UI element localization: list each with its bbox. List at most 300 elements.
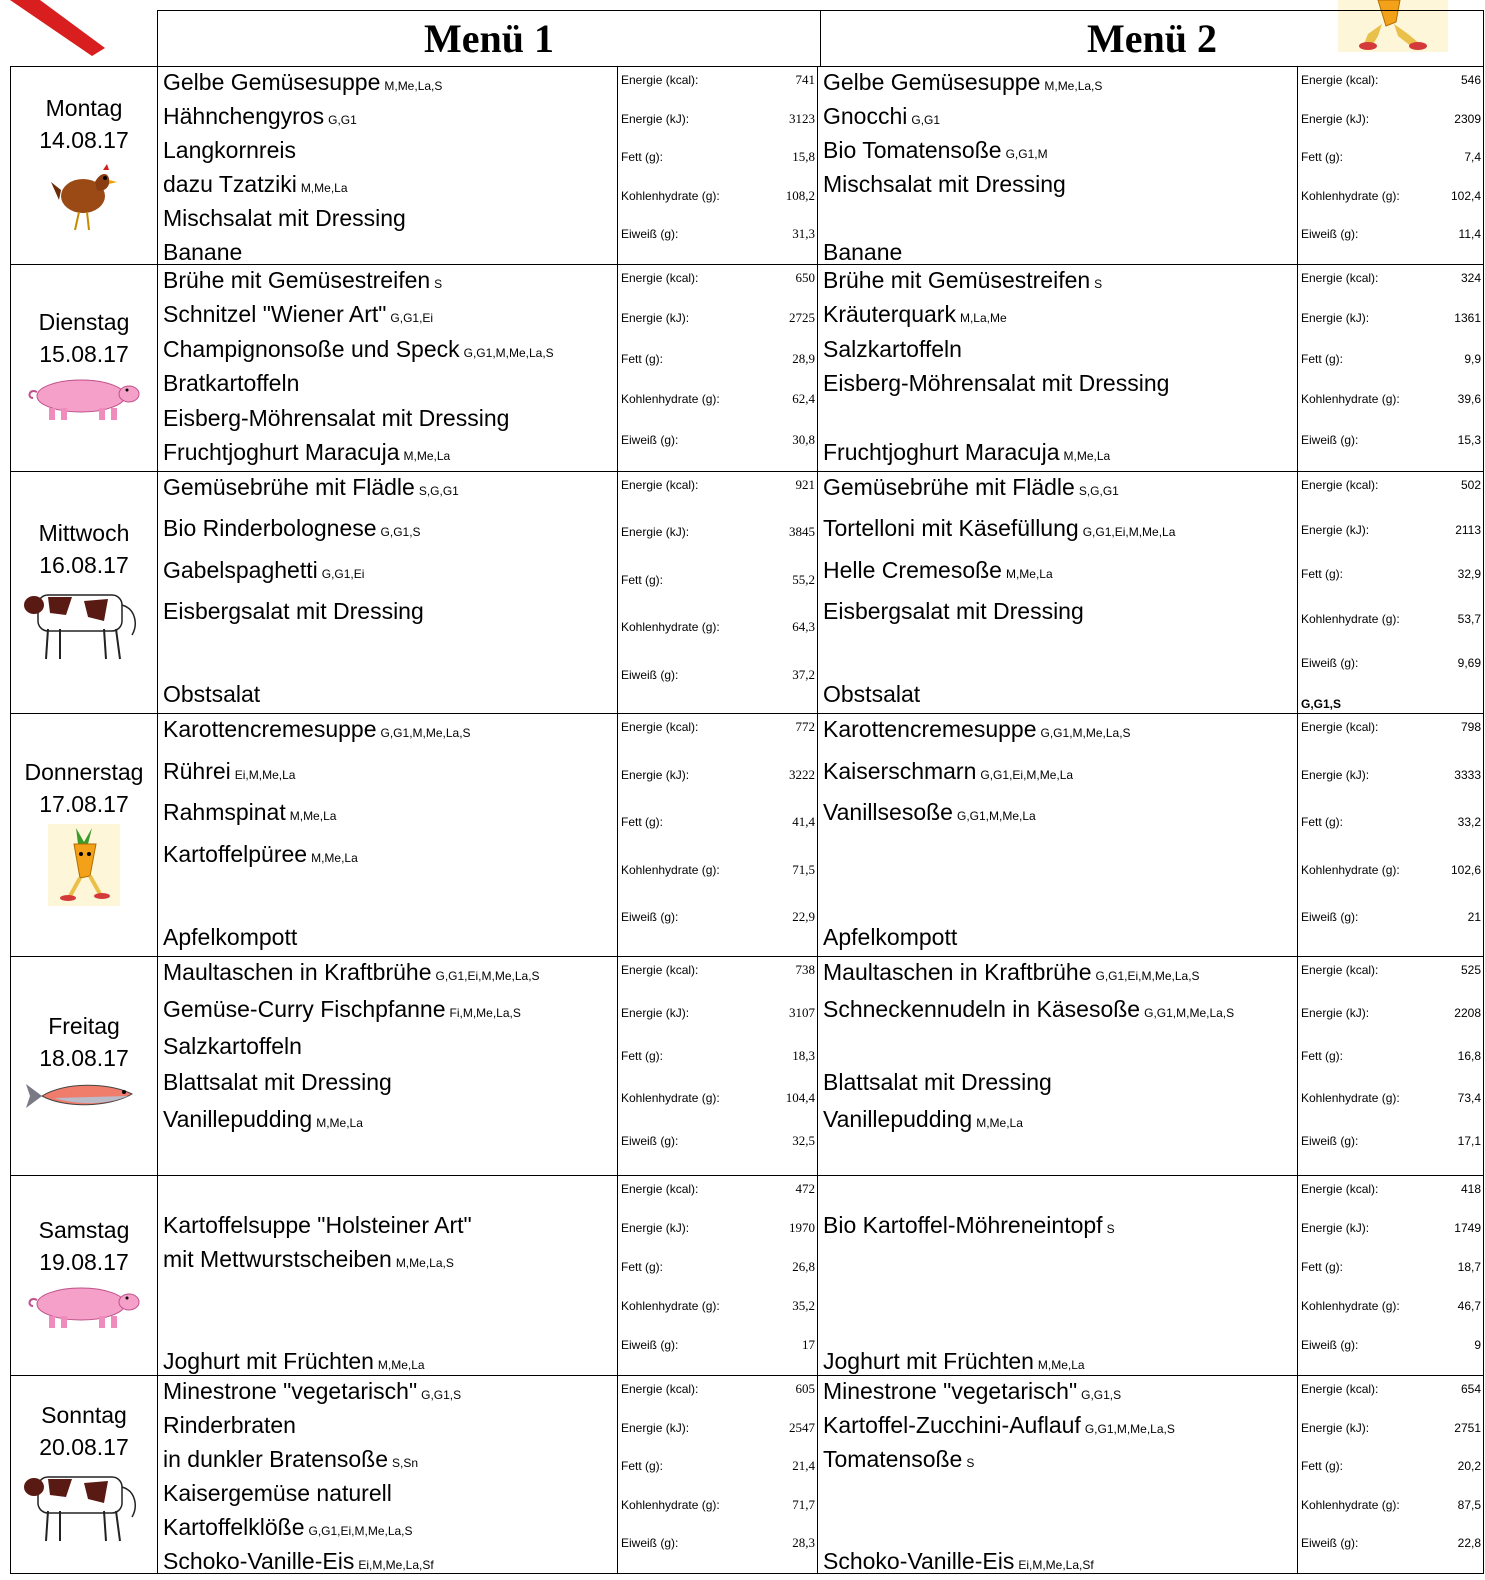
nutrient-label: Energie (kJ): [621, 1221, 690, 1235]
day-cell [11, 714, 158, 956]
nutrient-row [1301, 1217, 1481, 1239]
nutrient-value: 2208 [1454, 1005, 1481, 1020]
menu2-cell [818, 472, 1298, 713]
nutrient-value: 9,69 [1457, 656, 1481, 671]
nutrient-row [621, 716, 815, 738]
allergen-codes: S [966, 1456, 975, 1470]
dish-line [163, 1346, 617, 1380]
allergen-codes: S [434, 277, 443, 291]
allergen-codes: G,G1,S [1081, 1388, 1122, 1402]
dish-line [823, 638, 1297, 672]
allergen-codes: G,G1 [911, 113, 941, 127]
nutrition2-cell [1298, 67, 1483, 264]
nutrient-row [1301, 519, 1481, 541]
allergen-codes: G,G1,Ei [390, 311, 434, 326]
pig-icon [25, 374, 143, 430]
allergen-codes: S [1106, 1222, 1115, 1236]
allergen-codes: Ei,M,Me,La,Sf [358, 1558, 434, 1572]
nutrient-row [621, 146, 815, 168]
nutrient-label: Eiweiß (g): [1301, 910, 1359, 925]
menu-header [157, 10, 1484, 66]
nutrient-value: 22,8 [1457, 1536, 1481, 1551]
nutrient-row [1301, 716, 1481, 738]
menu2-title: Menü 2 [820, 11, 1483, 66]
nutrient-row [1301, 652, 1481, 674]
nutrient-value: 2751 [1454, 1420, 1481, 1435]
nutrient-row [1301, 859, 1481, 881]
nutrition2-cell [1298, 957, 1483, 1175]
nutrient-value: 33,2 [1457, 815, 1481, 830]
weekly-menu-table [10, 66, 1484, 1574]
dish-name: Schnitzel "Wiener Art" [163, 301, 387, 328]
dish-line [163, 1141, 617, 1175]
dish-line [823, 203, 1297, 237]
day-name: Sonntag [41, 1401, 127, 1428]
nutrient-value: 18,7 [1457, 1260, 1481, 1274]
nutrient-row [621, 1087, 815, 1109]
nutrient-value: 108,2 [785, 187, 815, 203]
nutrient-row [621, 1045, 815, 1067]
dish-line [823, 880, 1297, 914]
dish-name: Bio Kartoffel-Möhreneintopf [823, 1212, 1103, 1238]
allergen-codes: G,G1,S [380, 525, 421, 540]
day-date: 20.08.17 [39, 1433, 129, 1460]
dish-line [163, 1104, 617, 1138]
nutrient-label: Kohlenhydrate (g): [621, 1497, 720, 1512]
nutrient-label: Energie (kJ): [1301, 1420, 1370, 1435]
nutrient-label: Fett (g): [1301, 351, 1344, 366]
nutrient-row [621, 185, 815, 207]
day-row [11, 265, 1483, 472]
nutrient-value: 55,2 [792, 571, 815, 587]
nutrient-label: Eiweiß (g): [1301, 432, 1359, 447]
dish-name: Kaiserschmarn [823, 757, 977, 784]
nutrient-label: Kohlenhydrate (g): [621, 392, 720, 407]
nutrient-value: 32,5 [792, 1133, 815, 1149]
dish-line [823, 135, 1297, 169]
nutrient-row [1301, 267, 1481, 289]
dish-name: Bratkartoffeln [163, 370, 300, 397]
nutrient-row [621, 616, 815, 638]
dish-name: Fruchtjoghurt Maracuja [163, 438, 400, 465]
nutrient-label: Eiweiß (g): [621, 1536, 679, 1551]
dish-name: Tortelloni mit Käsefüllung [823, 515, 1079, 542]
dish-line [823, 839, 1297, 873]
nutrient-value: 1361 [1454, 311, 1481, 326]
dish-line [823, 1312, 1297, 1346]
dish-name: Tomatensoße [823, 1446, 963, 1472]
nutrition2-cell [1298, 472, 1483, 713]
allergen-codes: G,G1,M,Me,La [956, 809, 1036, 824]
allergen-codes: M,Me,La [289, 809, 337, 824]
dish-name: Blattsalat mit Dressing [163, 1069, 392, 1096]
dish-line [823, 67, 1297, 101]
nutrient-row [621, 429, 815, 451]
nutrient-value: 87,5 [1457, 1497, 1481, 1512]
nutrient-label: Energie (kcal): [1301, 963, 1379, 977]
dish-line [823, 437, 1297, 471]
nutrient-label: Energie (kJ): [621, 1420, 690, 1435]
dish-name: Apfelkompott [823, 923, 958, 950]
nutrient-value: 21,4 [792, 1458, 815, 1474]
nutrient-value: 921 [795, 477, 815, 492]
dish-line [163, 555, 617, 589]
dish-line [163, 437, 617, 471]
dish-line [163, 1244, 617, 1278]
allergen-note: G,G1,S [1301, 696, 1342, 711]
dish-line [163, 922, 617, 956]
nutrient-label: Kohlenhydrate (g): [621, 620, 720, 635]
dish-name: Gelbe Gemüsesuppe [163, 69, 381, 95]
allergen-codes: G,G1 [328, 113, 357, 127]
nutrient-value: 46,7 [1457, 1299, 1481, 1313]
dish-name: Eisberg-Möhrensalat mit Dressing [823, 370, 1170, 397]
nutrient-label: Energie (kJ): [1301, 1221, 1370, 1235]
nutrition1-cell [618, 67, 818, 264]
nutrient-row [621, 1130, 815, 1152]
nutrient-label: Fett (g): [1301, 1260, 1344, 1274]
day-cell [11, 1376, 158, 1573]
allergen-codes: G,G1,Ei,M,Me,La,S [308, 1524, 413, 1538]
dish-line [163, 472, 617, 506]
nutrient-label: Kohlenhydrate (g): [621, 862, 720, 877]
allergen-codes: M,Me,La [316, 1116, 363, 1131]
nutrient-label: Fett (g): [621, 1260, 664, 1274]
nutrient-value: 32,9 [1457, 567, 1481, 582]
nutrient-value: 9 [1474, 1338, 1481, 1352]
dish-name: Vanillepudding [163, 1106, 313, 1133]
menu1-cell [158, 1376, 618, 1573]
nutrient-label: Energie (kJ): [621, 767, 690, 782]
menu1-cell [158, 472, 618, 713]
nutrient-row [1301, 1045, 1481, 1067]
nutrient-value: 1749 [1454, 1221, 1481, 1235]
dish-line [823, 1478, 1297, 1512]
nutrient-value: 30,8 [792, 431, 815, 447]
dish-name: Minestrone "vegetarisch" [823, 1378, 1078, 1404]
dish-name: Eisbergsalat mit Dressing [823, 598, 1084, 625]
nutrient-row [621, 1378, 815, 1400]
nutrient-label: Eiweiß (g): [621, 432, 679, 447]
nutrient-row [1301, 1256, 1481, 1278]
dish-name: dazu Tzatziki [163, 171, 297, 197]
nutrient-row [621, 388, 815, 410]
pig-icon [25, 1282, 143, 1338]
dish-line [163, 101, 617, 135]
day-cell [11, 1176, 158, 1375]
nutrient-row [1301, 811, 1481, 833]
dish-name: Helle Cremesoße [823, 556, 1002, 583]
day-name: Mittwoch [38, 519, 130, 546]
nutrient-value: 35,2 [792, 1298, 815, 1313]
nutrient-label: Energie (kcal): [621, 720, 699, 734]
allergen-codes: M,Me,La [976, 1116, 1023, 1131]
allergen-codes: G,G1,M,Me,La,S [1040, 726, 1131, 740]
menu1-cell [158, 714, 618, 956]
dish-line [823, 472, 1297, 506]
nutrient-label: Energie (kcal): [621, 1382, 699, 1396]
dish-line [163, 1176, 617, 1210]
nutrient-label: Eiweiß (g): [1301, 656, 1359, 671]
dish-name: Karottencremesuppe [823, 716, 1037, 742]
nutrient-value: 9,9 [1464, 351, 1481, 366]
dish-line [163, 1312, 617, 1346]
nutrient-value: 2113 [1455, 522, 1481, 537]
dish-line [823, 1141, 1297, 1175]
dish-name: Brühe mit Gemüsestreifen [163, 267, 431, 293]
dish-line [163, 839, 617, 873]
dish-line [163, 638, 617, 672]
menu2-cell [818, 1376, 1298, 1573]
dish-name: Banane [163, 239, 243, 265]
nutrient-row [621, 1532, 815, 1554]
dish-line [823, 1546, 1297, 1580]
dish-line [163, 1410, 617, 1444]
nutrient-value: 26,8 [792, 1259, 815, 1274]
dish-line [823, 1376, 1297, 1410]
nutrient-row [1301, 388, 1481, 410]
nutrient-label: Eiweiß (g): [621, 1134, 679, 1149]
nutrition1-cell [618, 472, 818, 713]
nutrient-label: Fett (g): [621, 1459, 664, 1474]
nutrient-value: 3123 [789, 110, 815, 126]
nutrient-value: 71,5 [792, 861, 815, 877]
nutrient-label: Energie (kcal): [621, 73, 699, 87]
nutrient-label: Fett (g): [1301, 1459, 1344, 1474]
dish-line [823, 1512, 1297, 1546]
dish-name: Salzkartoffeln [823, 335, 962, 362]
nutrition1-cell [618, 714, 818, 956]
allergen-codes: G,G1,M,Me,La,S [380, 726, 471, 740]
dish-name: Vanillsesoße [823, 799, 953, 826]
allergen-codes: G,G1,S [421, 1388, 462, 1402]
allergen-codes: G,G1,Ei,M,Me,La,S [435, 969, 540, 983]
allergen-codes: S,G,G1 [418, 484, 459, 498]
nutrient-value: 17 [802, 1337, 815, 1352]
nutrient-label: Energie (kcal): [1301, 271, 1379, 285]
dish-line [823, 596, 1297, 630]
nutrient-label: Kohlenhydrate (g): [621, 188, 720, 203]
menu2-cell [818, 714, 1298, 956]
dish-line [823, 714, 1297, 748]
nutrient-row [621, 859, 815, 881]
nutrient-row [1301, 1002, 1481, 1024]
allergen-codes: M,Me,La,S [384, 79, 443, 93]
nutrient-label: Fett (g): [1301, 150, 1344, 165]
dish-line [823, 1410, 1297, 1444]
dish-line [163, 513, 617, 547]
menu2-cell [818, 265, 1298, 471]
day-date: 17.08.17 [39, 791, 129, 817]
dish-line [163, 1512, 617, 1546]
dish-name: Kaisergemüse naturell [163, 1480, 392, 1506]
nutrient-value: 1970 [789, 1220, 815, 1235]
nutrient-value: 741 [795, 72, 815, 87]
dish-name: Kartoffelklöße [163, 1514, 305, 1540]
allergen-codes: Ei,M,Me,La [234, 767, 296, 782]
allergen-codes: M,Me,La [1005, 566, 1053, 581]
dish-line [163, 203, 617, 237]
dish-name: Langkornreis [163, 137, 296, 163]
dish-line [823, 169, 1297, 203]
allergen-codes: S [1094, 277, 1103, 291]
nutrient-label: Energie (kJ): [621, 1005, 690, 1020]
nutrient-label: Kohlenhydrate (g): [621, 1299, 720, 1313]
dish-name: Maultaschen in Kraftbrühe [823, 959, 1092, 985]
nutrient-row [1301, 1087, 1481, 1109]
nutrient-label: Energie (kJ): [621, 525, 690, 540]
dish-name: Schoko-Vanille-Eis [163, 1548, 355, 1574]
nutrient-row [621, 569, 815, 591]
dish-name: Fruchtjoghurt Maracuja [823, 438, 1060, 465]
nutrient-row [1301, 1417, 1481, 1439]
day-row [11, 1376, 1483, 1573]
nutrient-row [1301, 474, 1481, 496]
allergen-codes: M,Me,La [1037, 1358, 1085, 1372]
nutrition2-cell [1298, 265, 1483, 471]
nutrient-label: Energie (kcal): [1301, 1182, 1379, 1196]
nutrition1-cell [618, 957, 818, 1175]
dish-line [823, 101, 1297, 135]
dish-name: Eisbergsalat mit Dressing [163, 598, 424, 625]
nutrient-value: 324 [1460, 271, 1481, 285]
day-row [11, 1176, 1483, 1376]
allergen-codes: M,Me,La [1063, 448, 1111, 463]
nutrient-label: Kohlenhydrate (g): [1301, 1497, 1400, 1512]
nutrient-label: Kohlenhydrate (g): [1301, 862, 1400, 877]
day-cell [11, 957, 158, 1175]
nutrient-row [1301, 146, 1481, 168]
dish-name: Rahmspinat [163, 799, 286, 826]
allergen-codes: M,Me,La [300, 181, 348, 195]
dish-name: Rinderbraten [163, 1412, 296, 1438]
nutrient-value: 3333 [1454, 767, 1481, 782]
nutrient-value: 3845 [789, 524, 815, 540]
dish-line [163, 679, 617, 713]
allergen-codes: G,G1,Ei,M,Me,La [1082, 525, 1176, 540]
nutrient-row [621, 1494, 815, 1516]
allergen-codes: M,Me,La,S [1044, 79, 1103, 93]
dish-name: Salzkartoffeln [163, 1032, 302, 1059]
day-date: 18.08.17 [39, 1045, 129, 1071]
day-cell [11, 67, 158, 264]
day-date: 15.08.17 [39, 341, 129, 367]
dish-name: mit Mettwurstscheiben [163, 1246, 392, 1272]
nutrient-row [1301, 1334, 1481, 1356]
nutrient-value: 7,4 [1464, 150, 1481, 165]
dish-line [823, 756, 1297, 790]
dish-line [823, 922, 1297, 956]
nutrient-label: Fett (g): [621, 1048, 664, 1063]
dish-line [163, 994, 617, 1028]
nutrient-value: 3222 [789, 766, 815, 782]
nutrient-row [621, 1256, 815, 1278]
menu2-cell [818, 67, 1298, 264]
dish-line [163, 67, 617, 101]
day-name: Freitag [48, 1013, 120, 1039]
dish-line [823, 1104, 1297, 1138]
nutrient-value: 418 [1460, 1182, 1481, 1196]
dish-name: Gnocchi [823, 103, 908, 129]
nutrition1-cell [618, 1376, 818, 1573]
nutrient-value: 2309 [1454, 111, 1481, 126]
nutrient-value: 62,4 [792, 391, 815, 407]
nutrient-value: 73,4 [1457, 1091, 1481, 1106]
nutrient-row [621, 348, 815, 370]
dish-name: Karottencremesuppe [163, 716, 377, 742]
nutrient-row [1301, 223, 1481, 245]
dish-name: Joghurt mit Früchten [823, 1348, 1034, 1374]
nutrient-value: 15,3 [1457, 432, 1481, 447]
dish-line [163, 368, 617, 402]
day-row [11, 472, 1483, 714]
nutrient-row [621, 1217, 815, 1239]
dish-line [163, 334, 617, 368]
dish-line [823, 679, 1297, 713]
dish-name: Schneckennudeln in Käsesoße [823, 995, 1141, 1022]
nutrient-value: 738 [795, 962, 815, 977]
allergen-codes: Ei,M,Me,La,Sf [1018, 1558, 1094, 1572]
nutrient-row [1301, 348, 1481, 370]
nutrient-label: Kohlenhydrate (g): [1301, 611, 1400, 626]
nutrition1-cell [618, 1176, 818, 1375]
nutrient-label: Kohlenhydrate (g): [1301, 1299, 1400, 1313]
dish-line [823, 957, 1297, 991]
dish-line [163, 1031, 617, 1065]
dish-line [823, 1067, 1297, 1101]
dish-line [163, 403, 617, 437]
nutrition2-cell [1298, 1176, 1483, 1375]
nutrient-row [621, 906, 815, 928]
nutrient-row [621, 223, 815, 245]
nutrient-value: 17,1 [1457, 1134, 1481, 1149]
dish-line [823, 1278, 1297, 1312]
nutrient-row [1301, 1130, 1481, 1152]
nutrient-row [621, 664, 815, 686]
menu2-cell [818, 957, 1298, 1175]
red-ribbon-icon [0, 0, 130, 60]
nutrient-row [621, 108, 815, 130]
nutrient-value: 3107 [789, 1004, 815, 1020]
day-row [11, 714, 1483, 957]
nutrient-value: 2725 [789, 310, 815, 326]
dish-name: Hähnchengyros [163, 103, 325, 129]
nutrient-label: Fett (g): [621, 351, 664, 366]
nutrient-row [1301, 959, 1481, 981]
day-cell [11, 265, 158, 471]
nutrient-label: Eiweiß (g): [621, 1338, 679, 1352]
nutrient-value: 41,4 [792, 814, 815, 830]
nutrient-value: 472 [795, 1181, 815, 1196]
nutrient-label: Eiweiß (g): [1301, 1536, 1359, 1551]
dish-name: Gemüse-Curry Fischpfanne [163, 995, 446, 1022]
dish-name: Brühe mit Gemüsestreifen [823, 267, 1091, 293]
nutrient-value: 20,2 [1457, 1459, 1481, 1474]
nutrient-label: Energie (kcal): [1301, 720, 1379, 734]
nutrient-value: 502 [1460, 478, 1481, 492]
nutrition2-cell [1298, 1376, 1483, 1573]
nutrient-value: 53,7 [1457, 611, 1481, 626]
nutrient-row [1301, 608, 1481, 630]
nutrient-value: 22,9 [792, 909, 815, 925]
dish-name: Bio Rinderbolognese [163, 515, 377, 542]
nutrition1-cell [618, 265, 818, 471]
dish-name: Champignonsoße und Speck [163, 335, 460, 362]
nutrient-label: Kohlenhydrate (g): [1301, 1091, 1400, 1106]
nutrient-row [1301, 563, 1481, 585]
nutrient-row [1301, 1494, 1481, 1516]
nutrient-label: Energie (kcal): [621, 271, 699, 285]
